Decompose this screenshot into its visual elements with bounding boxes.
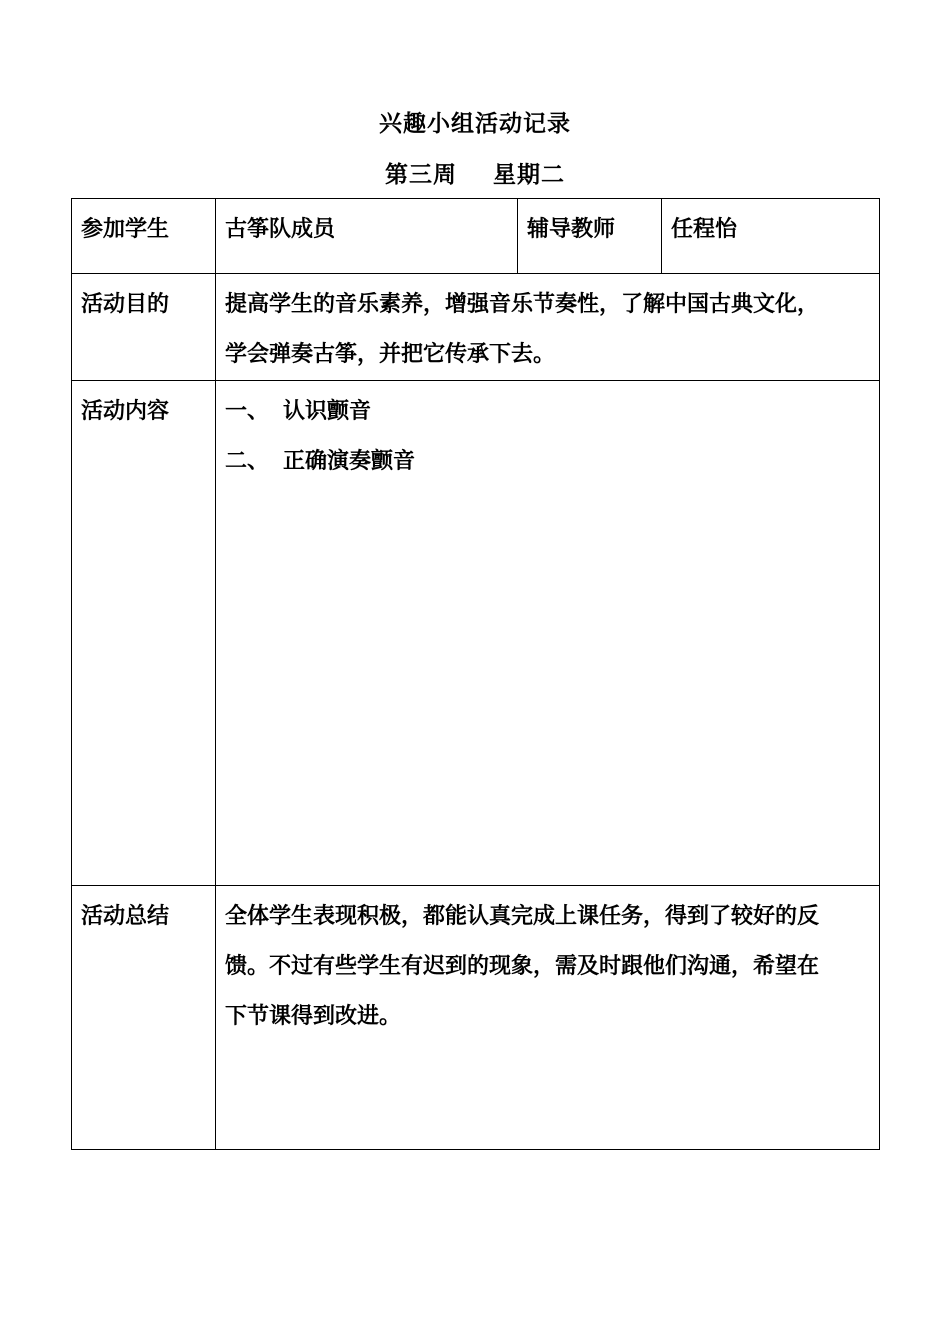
summary-label: 活动总结 <box>72 886 216 1150</box>
day-label: 星期二 <box>493 162 565 188</box>
participants-value: 古筝队成员 <box>216 199 518 274</box>
list-item-number: 二、 <box>225 449 270 474</box>
list-item-text: 认识颤音 <box>283 399 372 424</box>
purpose-label: 活动目的 <box>72 274 216 381</box>
list-item-text: 正确演奏颤音 <box>283 449 416 474</box>
list-item <box>225 387 871 437</box>
purpose-line: 提高学生的音乐素养，增强音乐节奏性，了解中国古典文化， <box>225 292 820 317</box>
list-item <box>225 437 871 487</box>
summary-line: 馈。不过有些学生有迟到的现象，需及时跟他们沟通，希望在 <box>225 954 820 979</box>
content-list <box>216 381 880 886</box>
purpose-text <box>216 274 880 381</box>
list-item-number: 一、 <box>225 399 270 424</box>
summary-line: 下节课得到改进。 <box>225 1004 402 1029</box>
summary-line: 全体学生表现积极，都能认真完成上课任务，得到了较好的反 <box>225 904 820 929</box>
participants-label: 参加学生 <box>72 199 216 274</box>
table-row <box>72 199 880 274</box>
content-label: 活动内容 <box>72 381 216 886</box>
summary-text <box>216 886 880 1150</box>
purpose-line: 学会弹奏古筝，并把它传承下去。 <box>225 342 556 367</box>
activity-record-table <box>71 198 880 1150</box>
page-subtitle <box>0 156 950 189</box>
teacher-value: 任程怡 <box>662 199 880 274</box>
table-row <box>72 381 880 886</box>
table-row <box>72 274 880 381</box>
week-label: 第三周 <box>385 162 457 188</box>
table-row <box>72 886 880 1150</box>
teacher-label: 辅导教师 <box>518 199 662 274</box>
page-title: 兴趣小组活动记录 <box>379 111 571 137</box>
